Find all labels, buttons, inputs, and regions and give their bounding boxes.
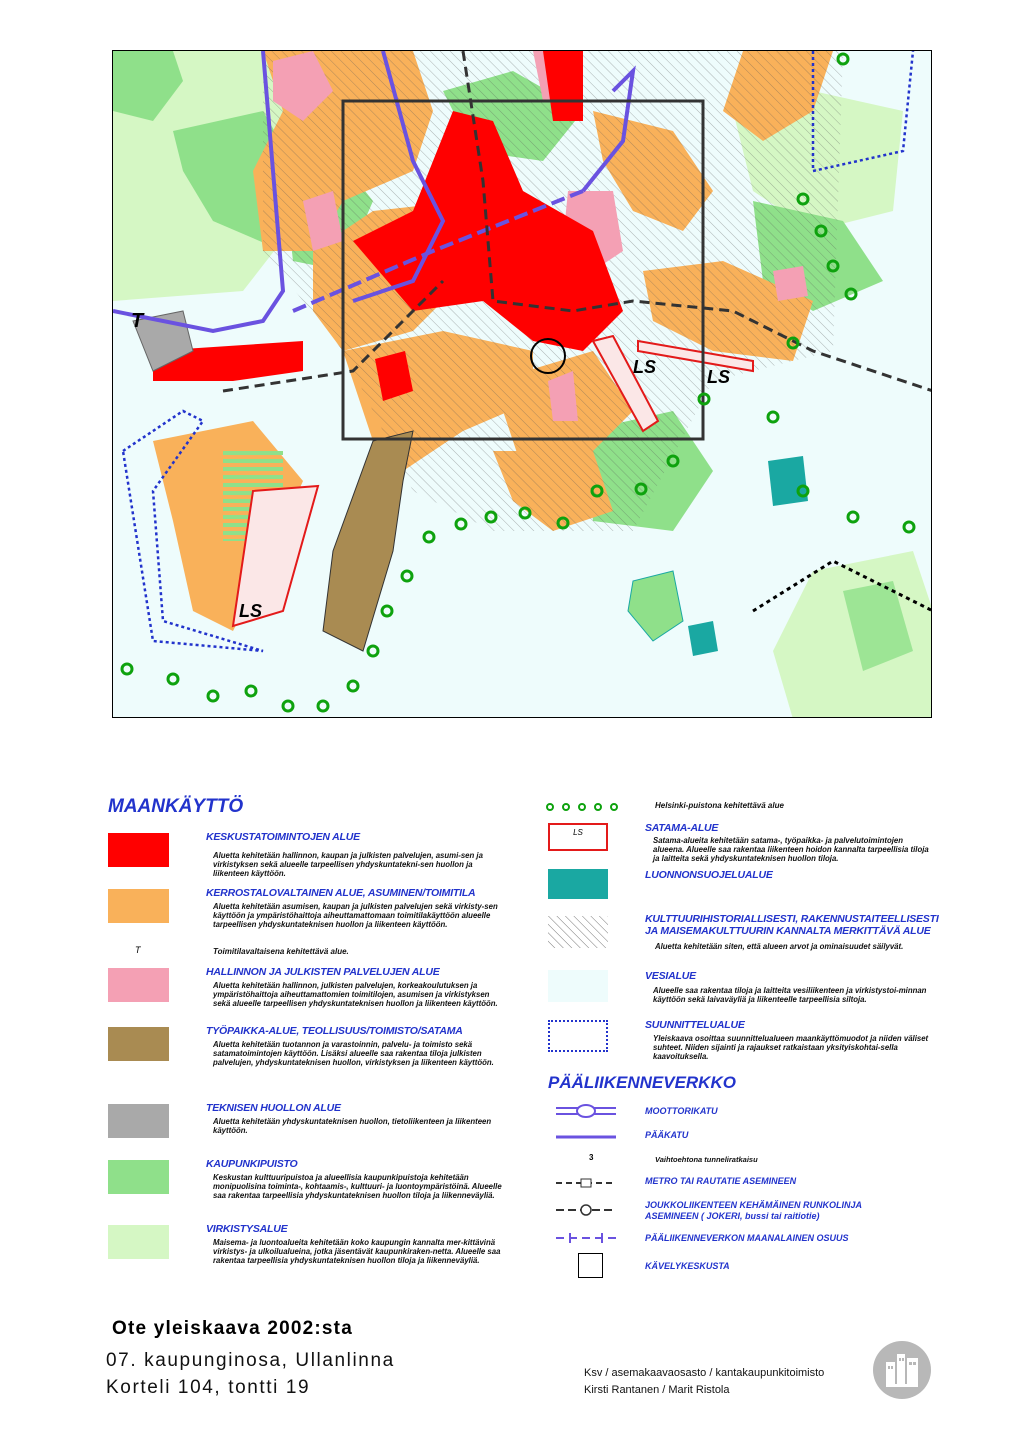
traffic-label-4: JOUKKOLIIKENTEEN KEHÄMÄINEN RUNKOLINJA ASEMINEEN ( JOKERI, bussi tai raitiotie): [645, 1200, 862, 1221]
helsinki-park-symbol: [545, 800, 621, 818]
harbour-swatch: [548, 823, 608, 851]
protection-title: LUONNONSUOJELUALUE: [645, 869, 773, 881]
harbour-desc: Satama-alueita kehitetään satama-, työpaikka- ja palvelutoimintojen alueena. Alueelle saa rakentaa liikenteen hoidon kannalta tarpeellisia tiloja ja laitteita sekä yhdyskuntateknisen huollon tiloja.: [653, 836, 929, 863]
heritage-title: KULTTUURIHISTORIALLISESTI, RAKENNUSTAITEELLISESTI JA MAISEMAKULTTUURIN KANNALTA MERKITTÄVÄ ALUE: [645, 913, 939, 937]
map-label-ls-1: LS: [633, 357, 657, 377]
legend-desc-3: Aluetta kehitetään tuotannon ja varastoinnin, palvelu- ja toimisto sekä satamatoimintojen käyttöön. Lisäksi alueelle saa rakentaa tiloja julkisten palvelujen, yhdyskuntateknisen huollon, virkistyksen ja liikenteen käyttöön.: [213, 1040, 494, 1067]
legend-title-3: TYÖPAIKKA-ALUE, TEOLLISUUS/TOIMISTO/SATAMA: [206, 1025, 463, 1037]
credit-authors: Kirsti Rantanen / Marit Ristola: [584, 1384, 730, 1396]
city-planning-logo: [872, 1340, 932, 1400]
legend-title-5: KAUPUNKIPUISTO: [206, 1158, 298, 1170]
water-swatch: [548, 970, 608, 1002]
legend-desc-4: Aluetta kehitetään yhdyskuntateknisen huollon, tietoliikenteen ja liikenteen käyttöön.: [213, 1117, 492, 1135]
jokeri-symbol: [556, 1203, 616, 1222]
water-desc: Alueelle saa rakentaa tiloja ja laitteita vesiliikenteen ja virkistystoi-minnan käyttöön sekä laivaväyliä ja liikenteelle tarpeellisia siltoja.: [653, 986, 927, 1004]
credit-department: Ksv / asemakaavaosasto / kantakaupunkitoimisto: [584, 1367, 825, 1379]
footer-district: 07. kaupunginosa, Ullanlinna: [106, 1350, 395, 1371]
legend-swatch-1: [108, 889, 169, 923]
legend-desc-2: Aluetta kehitetään hallinnon, julkisten palvelujen, korkeakoulutuksen ja ympäristöhaittoja aiheuttamattomien toimitilojen, asumisen ja virkistyksen sekä alueelle tarpeellisen yhdyskuntateknisen huollon ja liikenteen käyttöön.: [213, 981, 498, 1008]
protection-island-2: [768, 456, 808, 506]
traffic-label-6: KÄVELYKESKUSTA: [645, 1261, 730, 1271]
legend-title-1: KERROSTALOVALTAINEN ALUE, ASUMINEN/TOIMITILA: [206, 887, 476, 899]
underground-symbol: [556, 1231, 616, 1250]
legend-swatch-6: [108, 1225, 169, 1259]
legend-swatch-3: [108, 1027, 169, 1061]
legend-desc-1: Aluetta kehitetään asumisen, kaupan ja julkisten palvelujen sekä virkisty-sen käyttöön ja ympäristöhaittoja aiheuttamattomaan toimitilakäyttöön alueelle tarpeellisen yhdyskuntateknisen huollon ja liikenteen käyttöön.: [213, 902, 498, 929]
master-plan-map: [112, 50, 932, 718]
harbour-title: SATAMA-ALUE: [645, 822, 719, 834]
protection-swatch: [548, 869, 608, 899]
footer-title: Ote yleiskaava 2002:sta: [112, 1318, 353, 1339]
planning-title: SUUNNITTELUALUE: [645, 1019, 745, 1031]
harbour-swatch-symbol: LS: [573, 828, 583, 837]
water-title: VESIALUE: [645, 970, 696, 982]
map-graphic: [113, 51, 932, 718]
metro-symbol: [556, 1176, 616, 1194]
motorway-symbol: [556, 1103, 616, 1124]
legend-desc-5: Keskustan kulttuuripuistoa ja alueellisia kaupunkipuistoja kehitetään monipuolisina toiminta-, kohtaamis-, kulttuuri- ja luontoympäristöinä. Alueelle saa rakentaa tarpeellisia yhdyskuntateknisen huollon tiloja ja liikenneväyliä.: [213, 1173, 502, 1200]
walking-center-symbol: [578, 1253, 603, 1278]
legend-title-6: VIRKISTYSALUE: [206, 1223, 288, 1235]
heritage-desc: Aluetta kehitetään siten, että alueen arvot ja ominaisuudet säilyvät.: [655, 942, 904, 951]
legend-title-4: TEKNISEN HUOLLON ALUE: [206, 1102, 341, 1114]
public-area-5: [773, 266, 808, 301]
t-symbol: T: [135, 945, 141, 955]
tunnel-symbol: 3: [589, 1153, 594, 1162]
t-symbol-desc: Toimitilavaltaisena kehitettävä alue.: [213, 947, 349, 956]
map-label-ls-2: LS: [707, 367, 731, 387]
traffic-label-5: PÄÄLIIKENNEVERKON MAANALAINEN OSUUS: [645, 1233, 849, 1243]
planning-desc: Yleiskaava osoittaa suunnittelualueen maankäyttömuodot ja niiden väliset suhteet. Niiden sijainti ja rajaukset ratkaistaan yksityiskohtai-sella kaavoituksella.: [653, 1034, 929, 1061]
main-street-symbol: [556, 1129, 616, 1147]
legend-title-2: HALLINNON JA JULKISTEN PALVELUJEN ALUE: [206, 966, 440, 978]
footer-block: Korteli 104, tontti 19: [106, 1377, 311, 1398]
legend-desc-0: Aluetta kehitetään hallinnon, kaupan ja julkisten palvelujen, asumi-sen ja virkistyksen sekä alueelle tarpeellisen yhdyskuntatekni-sen huollon ja liikenteen käyttöön.: [213, 851, 483, 878]
map-label-ls-3: LS: [239, 601, 263, 621]
legend-swatch-0: [108, 833, 169, 867]
traffic-label-3: METRO TAI RAUTATIE ASEMINEEN: [645, 1176, 797, 1186]
legend-desc-6: Maisema- ja luontoalueita kehitetään koko kaupungin kannalta mer-kittävinä virkistys- ja ulkoilualueina, jotka jäsentävät kaupunkiraken-netta. Alueelle saa rakentaa tarpeellisia yhdyskuntateknisen huollon tiloja ja liikenneväyliä.: [213, 1238, 501, 1265]
legend-swatch-2: [108, 968, 169, 1002]
legend-heading-land-use: MAANKÄYTTÖ: [108, 796, 244, 817]
map-label-t: T: [131, 310, 144, 332]
traffic-label-0: MOOTTORIKATU: [645, 1106, 718, 1116]
helsinki-park-label: Helsinki-puistona kehitettävä alue: [655, 801, 784, 810]
heritage-swatch: [548, 916, 608, 948]
legend-heading-traffic: PÄÄLIIKENNEVERKKO: [548, 1073, 736, 1092]
legend-swatch-4: [108, 1104, 169, 1138]
traffic-label-2: Vaihtoehtona tunneliratkaisu: [655, 1155, 758, 1164]
legend-title-0: KESKUSTATOIMINTOJEN ALUE: [206, 831, 360, 843]
protection-island: [688, 621, 718, 656]
traffic-label-1: PÄÄKATU: [645, 1130, 689, 1140]
legend-swatch-5: [108, 1160, 169, 1194]
planning-swatch: [548, 1020, 608, 1052]
